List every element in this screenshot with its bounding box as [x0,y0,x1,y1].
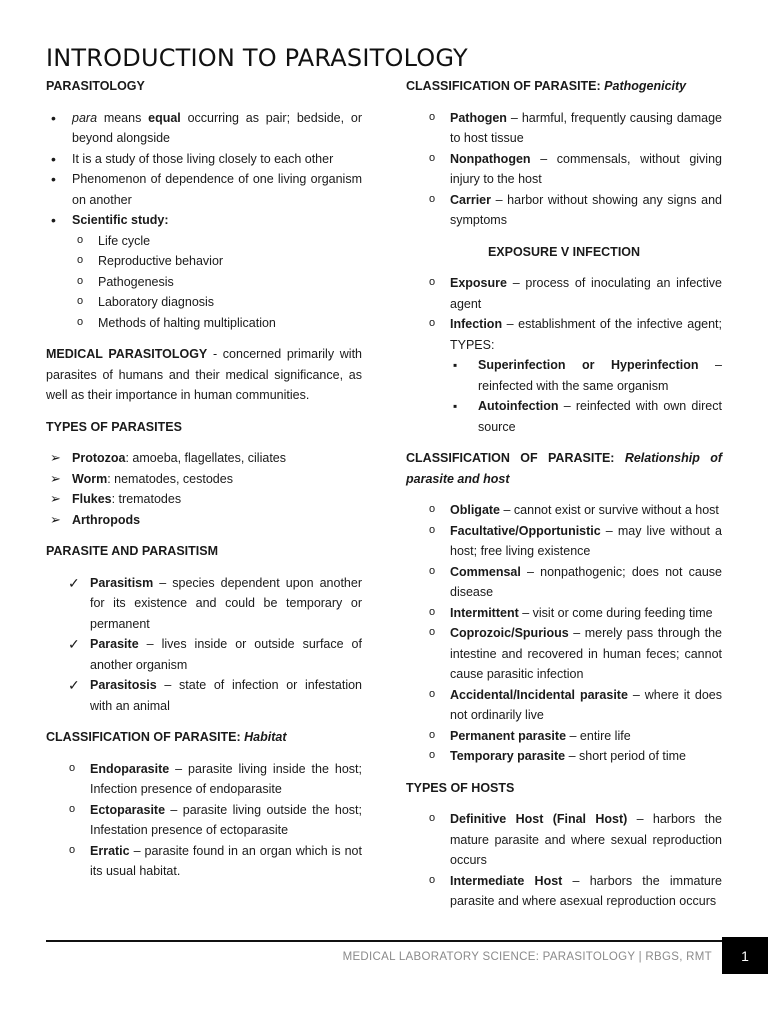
list-item [406,809,722,871]
item-text: – state of infection or infestation with an animal [90,678,362,713]
item-term: Commensal [450,564,521,579]
item-text: occurring as pair; bedside, or beyond alongside [72,110,362,145]
page-number: 1 [722,937,768,974]
right-column [406,76,722,912]
list-item [46,149,362,170]
list-item [46,169,362,210]
list-item [406,355,722,396]
list-item [406,603,722,624]
item-term: Autoinfection [478,399,559,413]
item-text: means [97,110,149,125]
item-text: – lives inside or outside surface of another organism [90,637,362,672]
list-item [406,149,722,190]
item-term: Coprozoic/Spurious [450,626,569,640]
list-item [46,634,362,675]
left-column [46,76,362,882]
relationship-list [406,500,722,767]
list-item: o Life cycle [46,231,362,252]
paragraph-text: - concerned primarily with parasites of humans and their medical significance, as well as their importance in human communities. [46,347,362,402]
item-term: Arthropods [72,512,141,527]
list-item: o Pathogenesis [46,272,362,293]
list-item: o Methods of halting multiplication [46,313,362,334]
item-term: Intermittent [450,605,519,620]
item-text: – cannot exist or survive without a host [500,503,719,517]
page-title: INTRODUCTION TO PARASITOLOGY [46,44,468,72]
parasitism-heading: PARASITE AND PARASITISM [46,544,218,558]
item-text: – entire life [566,728,631,743]
item-text: – harmful, frequently causing damage to host tissue [450,110,722,145]
item-term: Permanent parasite [450,728,567,743]
list-item [46,489,362,510]
list-item [46,841,362,882]
list-item [406,396,722,437]
list-item [46,759,362,800]
list-item [406,746,722,767]
list-item [406,871,722,912]
item-term: Worm [72,471,108,486]
list-item [46,675,362,716]
item-text: – process of inoculating an infective agent [450,276,722,311]
item-term: Exposure [450,276,507,290]
item-term: Erratic [90,843,130,858]
scientific-study-list [46,231,362,334]
exposure-heading: EXPOSURE V INFECTION [487,244,641,259]
list-item [406,521,722,562]
item-text: – harbors the immature parasite and where asexual reproduction occurs [450,873,722,908]
item-term: Protozoa [72,451,126,465]
item-term: Endoparasite [90,761,170,776]
list-item [46,469,362,490]
item-text: – may live without a host; free living existence [450,523,722,558]
term-para: para [72,110,98,125]
item-term: Obligate [450,503,501,517]
list-item [406,273,722,314]
list-item: o Laboratory diagnosis [46,292,362,313]
scientific-study-label: Scientific study: [72,213,169,227]
list-item [46,510,362,531]
medical-parasitology-term: MEDICAL PARASITOLOGY [46,347,208,361]
item-text: – nonpathogenic; does not cause disease [450,564,722,599]
item-text: – parasite living inside the host; Infection presence of endoparasite [90,761,362,796]
types-list [46,448,362,530]
item-text: – parasite living outside the host; Infestation presence of ectoparasite [90,802,362,837]
footer-divider [46,940,722,942]
parasitism-list [46,573,362,717]
pathogenicity-list [406,108,722,231]
item-text: – parasite found in an organ which is not its usual habitat. [90,843,362,878]
item-text: – reinfected with the same organism [478,358,722,393]
item-text: : amoeba, flagellates, ciliates [125,451,286,465]
exposure-list [406,273,722,355]
item-text: – harbors the mature parasite and where sexual reproduction occurs [450,812,722,867]
item-term: Parasitism [90,575,154,590]
heading-emphasis: Pathogenicity [604,79,687,93]
list-item [406,562,722,603]
item-term: Pathogen [450,110,507,125]
list-item [46,210,362,231]
item-term: Parasite [90,637,139,651]
item-text: : trematodes [111,492,182,506]
infection-types-list [406,355,722,437]
item-text: – harbor without showing any signs and symptoms [450,192,722,227]
list-item [46,573,362,635]
hosts-heading: TYPES OF HOSTS [406,780,515,795]
list-item [406,623,722,685]
types-heading: TYPES OF PARASITES [46,419,182,434]
item-text: – reinfected with own direct source [478,399,722,434]
item-term: Carrier [450,192,491,207]
heading-emphasis: Relationship of parasite and host [406,451,722,486]
list-item [46,108,362,149]
item-term: Ectoparasite [90,802,166,817]
hosts-list [406,809,722,912]
item-term: Superinfection or Hyperinfection [478,358,699,372]
parasitology-heading: PARASITOLOGY [46,79,145,93]
list-item [406,190,722,231]
pathogenicity-heading [406,76,722,97]
item-text: – visit or come during feeding time [518,605,713,620]
item-term: Parasitosis [90,678,157,692]
list-item [46,800,362,841]
heading-text: CLASSIFICATION OF PARASITE: [406,451,625,465]
footer-text: MEDICAL LABORATORY SCIENCE: PARASITOLOGY | RBGS, RMT [342,951,712,963]
item-term: Accidental/Incidental parasite [450,687,628,702]
list-item [406,314,722,355]
item-text: – merely pass through the intestine and recovered in human feces; cannot cause parasitic infection [450,626,722,681]
term-equal: equal [148,110,181,125]
list-item [406,500,722,521]
item-term: Infection [450,317,503,331]
list-item: o Reproductive behavior [46,251,362,272]
habitat-heading [46,727,362,748]
item-term: Nonpathogen [450,151,531,166]
item-term: Intermediate Host [450,873,563,888]
item-text: – commensals, without giving injury to the host [450,151,722,186]
list-item [406,726,722,747]
item-text: It is a study of those living closely to each other [72,151,334,166]
item-text: – short period of time [565,749,687,763]
item-text: – establishment of the infective agent; TYPES: [450,317,722,352]
item-text: – species dependent upon another for its existence and could be temporary or permanent [90,575,362,631]
item-text: Phenomenon of dependence of one living organism on another [72,172,362,207]
heading-emphasis: Habitat [244,730,287,744]
heading-text: CLASSIFICATION OF PARASITE: [46,730,245,744]
relationship-heading [406,448,722,489]
item-term: Facultative/Opportunistic [450,523,601,538]
list-item [406,685,722,726]
list-item [406,108,722,149]
parasitology-bullets [46,108,362,231]
item-term: Definitive Host (Final Host) [450,812,628,826]
item-term: Flukes [72,492,112,506]
item-text: – where it does not ordinarily live [450,687,722,722]
habitat-list [46,759,362,882]
heading-text: CLASSIFICATION OF PARASITE: [406,79,605,93]
item-term: Temporary parasite [450,749,566,763]
medical-parasitology-paragraph [46,344,362,406]
item-text: : nematodes, cestodes [107,471,233,486]
list-item [46,448,362,469]
